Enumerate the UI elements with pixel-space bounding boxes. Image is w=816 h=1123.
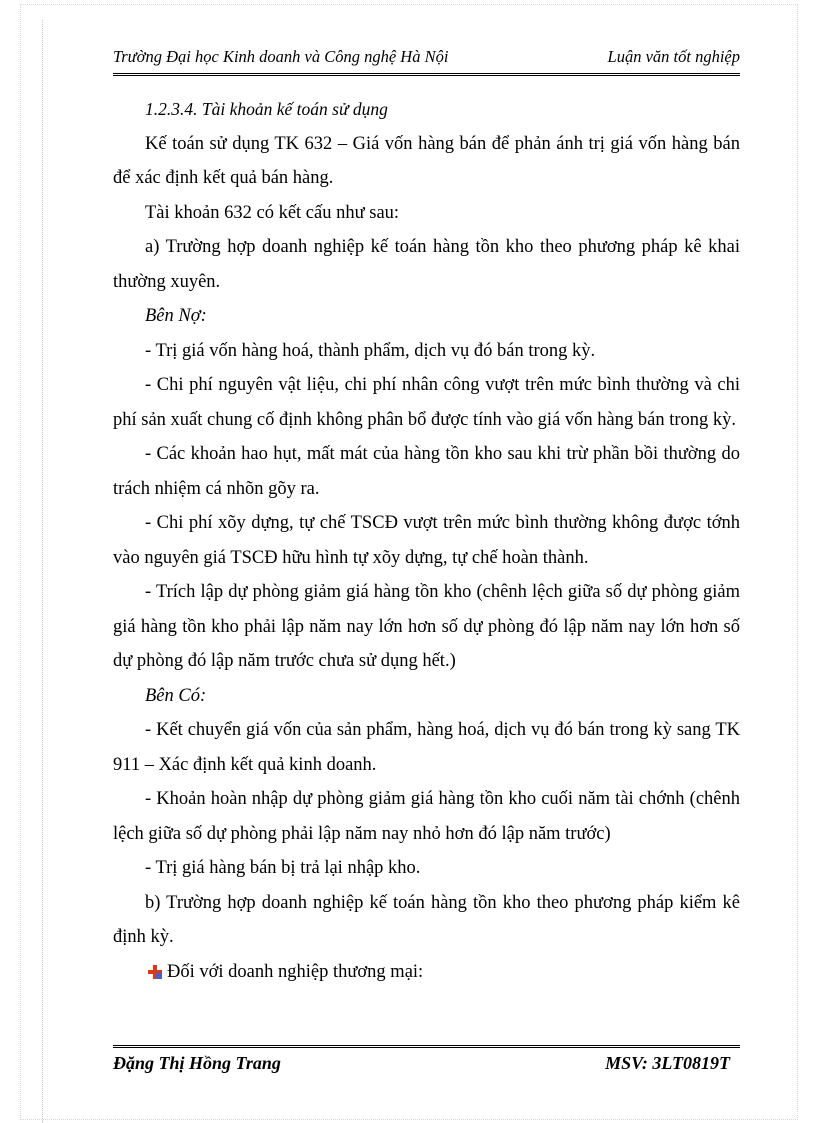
- bullet-item: [113, 955, 740, 990]
- credit-item: - Khoản hoàn nhập dự phòng giảm giá hàng tồn kho cuối năm tài chớnh (chênh lệch giữa số dự phòng phải lập năm nay nhỏ hơn đó lập năm trước): [113, 789, 740, 844]
- page-header: [113, 47, 740, 71]
- header-doc-type: Luận văn tốt nghiệp: [607, 47, 740, 66]
- header-school: Trường Đại học Kinh doanh và Công nghệ Hà Nội: [113, 47, 449, 66]
- page-footer: [113, 1053, 740, 1077]
- paragraph: a) Trường hợp doanh nghiệp kế toán hàng tồn kho theo phương pháp kê khai thường xuyên.: [113, 237, 740, 292]
- debit-label: Bên Nợ:: [145, 306, 207, 326]
- section-heading: 1.2.3.4. Tài khoản kế toán sử dụng: [145, 99, 388, 119]
- debit-item: - Các khoản hao hụt, mất mát của hàng tồn kho sau khi trừ phần bồi thường do trách nhiệm cá nhõn gõy ra.: [113, 444, 740, 499]
- debit-item: - Chi phí xõy dựng, tự chế TSCĐ vượt trên mức bình thường không được tớnh vào nguyên giá TSCĐ hữu hình tự xõy dựng, tự chế hoàn thành.: [113, 513, 740, 568]
- credit-item: - Kết chuyển giá vốn của sản phẩm, hàng hoá, dịch vụ đó bán trong kỳ sang TK 911 – Xác định kết quả kinh doanh.: [113, 720, 740, 775]
- debit-item: - Chi phí nguyên vật liệu, chi phí nhân công vượt trên mức bình thường và chi phí sản xuất chung cố định không phân bổ được tính vào giá vốn hàng bán trong kỳ.: [113, 375, 740, 430]
- header-rule: [113, 73, 740, 76]
- paragraph: Kế toán sử dụng TK 632 – Giá vốn hàng bán để phản ánh trị giá vốn hàng bán để xác định kết quả bán hàng.: [113, 133, 740, 188]
- credit-label: Bên Có:: [145, 685, 207, 706]
- footer-author: Đặng Thị Hồng Trang: [113, 1053, 281, 1073]
- bullet-text: Đối với doanh nghiệp thương mại:: [167, 961, 424, 982]
- document-body: [113, 92, 740, 989]
- credit-item: - Trị giá hàng bán bị trả lại nhập kho.: [145, 858, 421, 878]
- paragraph: Tài khoản 632 có kết cấu như sau:: [145, 202, 400, 223]
- paragraph: b) Trường hợp doanh nghiệp kế toán hàng tồn kho theo phương pháp kiểm kê định kỳ.: [113, 892, 740, 947]
- footer-student-id: MSV: 3LT0819T: [605, 1053, 730, 1073]
- debit-item: - Trị giá vốn hàng hoá, thành phẩm, dịch vụ đó bán trong kỳ.: [145, 340, 596, 361]
- debit-item: - Trích lập dự phòng giảm giá hàng tồn kho (chênh lệch giữa số dự phòng giảm giá hàng tồn kho phải lập năm nay lớn hơn số dự phòng đó lập năm nay lớn hơn số dự phòng đó lập năm trước chưa sử dụng hết.): [113, 582, 740, 671]
- plus-bullet-icon: [145, 962, 165, 982]
- footer-rule: [113, 1045, 740, 1048]
- margin-guide: [42, 20, 44, 1123]
